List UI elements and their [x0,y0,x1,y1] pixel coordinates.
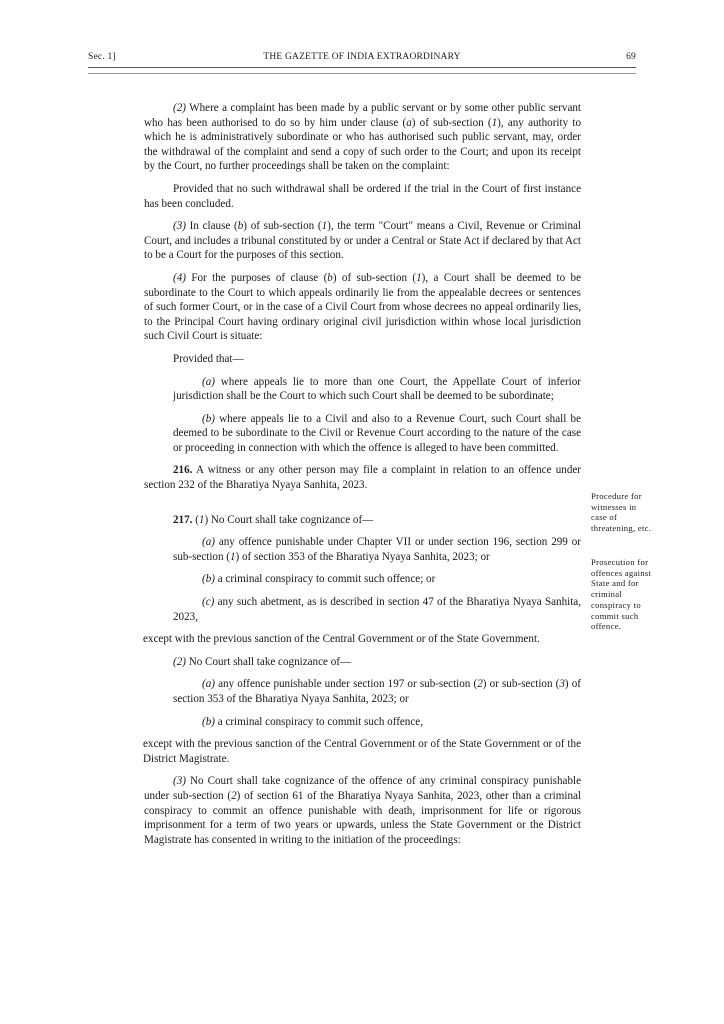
clause-1b: (b) a criminal conspiracy to commit such offence; or [202,573,436,586]
clause-2a: (a) any offence punishable under section 197 or sub-section (2) or sub-section (3) of section 353 of the Bharatiya Nyaya Sanhita, 2023; or [173,678,581,705]
document-body [144,101,581,855]
section-label: Sec. 1] [88,52,116,62]
clause-1c: (c) any such abetment, as is described in section 47 of the Bharatiya Nyaya Sanhita, 2023, [173,596,581,623]
proviso-paragraph: Provided that— [173,352,244,365]
marginal-note-216: Procedure for witnesses in case of threatening, etc. [591,491,652,534]
page-number: 69 [626,52,636,62]
gazette-title: THE GAZETTE OF INDIA EXTRAORDINARY [263,52,461,62]
clause-2b: (b) a criminal conspiracy to commit such offence, [202,715,423,728]
except-clause: except with the previous sanction of the Central Government or of the State Government or of the District Magistrate. [143,738,581,765]
paragraph-sub-3: (3) In clause (b) of sub-section (1), the term "Court" means a Civil, Revenue or Criminal Court, and includes a tribunal constituted by or under a Central or State Act if declared by that Act to be a Court for the purposes of this section. [144,220,581,262]
clause-b: (b) where appeals lie to a Civil and also to a Revenue Court, such Court shall be deemed to be subordinate to the Civil or Revenue Court according to the nature of the case or proceeding in connection with which the offence is alleged to have been committed. [173,412,581,454]
header-rule [88,67,636,74]
section-217: 217. (1) No Court shall take cognizance of— [173,513,374,526]
paragraph-sub-2: (2) Where a complaint has been made by a public servant or by some other public servant who has been authorised to do so by him under clause (a) of sub-section (1), any authority to which he is administratively subordinate or who has authorised such public servant, may, order the withdrawal of the complaint and send a copy of such order to the Court; and upon its receipt by the Court, no further proceedings shall be taken on the complaint: [144,102,581,173]
section-216: 216. A witness or any other person may file a complaint in relation to an offence under section 232 of the Bharatiya Nyaya Sanhita, 2023. [144,464,581,492]
paragraph-217-3: (3) No Court shall take cognizance of the offence of any criminal conspiracy punishable under sub-section (2) of section 61 of the Bharatiya Nyaya Sanhita, 2023, other than a criminal conspiracy to commit an offence punishable with death, imprisonment for life or rigorous imprisonment for a term of two years or upwards, unless the State Government or the District Magistrate has consented in writing to the initiation of the proceedings: [144,775,581,846]
proviso-paragraph: Provided that no such withdrawal shall be ordered if the trial in the Court of first instance has been concluded. [144,182,581,210]
marginal-note-217: Prosecution for offences against State and for criminal conspiracy to commit such offence. [591,557,652,632]
clause-a: (a) where appeals lie to more than one Court, the Appellate Court of inferior jurisdiction shall be the Court to which such Court shall be deemed to be subordinate; [173,375,581,403]
page-header [88,52,636,68]
clause-1a: (a) any offence punishable under Chapter VII or under section 196, section 299 or sub-section (1) of section 353 of the Bharatiya Nyaya Sanhita, 2023; or [173,536,581,563]
except-clause: except with the previous sanction of the Central Government or of the State Government. [143,633,540,646]
paragraph-sub-4: (4) For the purposes of clause (b) of sub-section (1), a Court shall be deemed to be subordinate to the Court to which appeals ordinarily lie from the appealable decrees or sentences of such former Court, or in the case of a Civil Court from whose decrees no appeal ordinarily lies, to the Principal Court having ordinary original civil jurisdiction within whose local jurisdiction such Civil Court is situate: [144,271,582,343]
paragraph-217-2: (2) No Court shall take cognizance of— [173,655,352,668]
